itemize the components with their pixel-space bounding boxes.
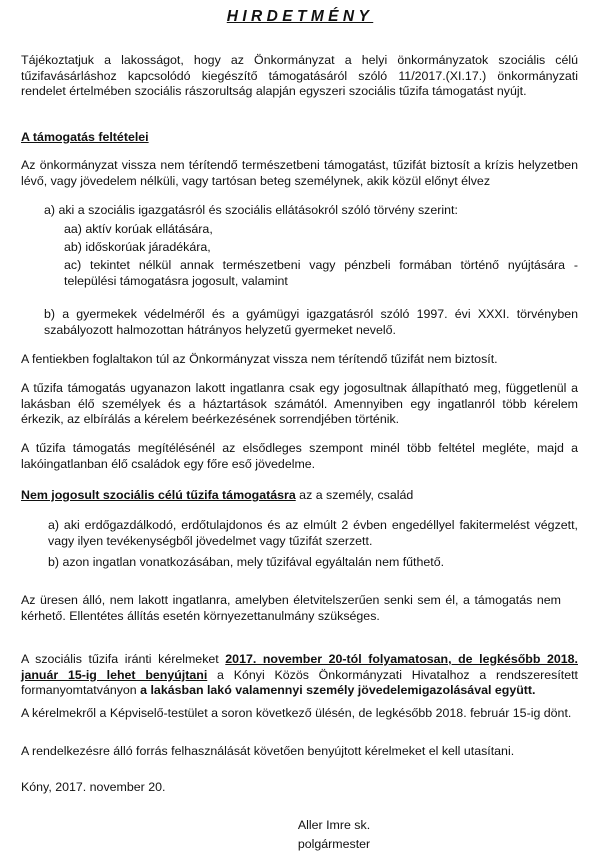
conditions-heading-text: A támogatás feltételei bbox=[21, 130, 149, 144]
conditions-paragraph: Az önkormányzat vissza nem térítendő természetbeni támogatást, tűzifát biztosít a krízis helyzetben lévő, vagy jövedelem nélküli, vagy tartósan beteg személynek, akik közül előnyt élvez bbox=[21, 158, 578, 188]
submission-text-2: a Kónyi Közös Önkormányzati Hivatalhoz a rendszeresített formanyomtatványon bbox=[21, 667, 578, 698]
item-aa: aa) aktív korúak ellátására, bbox=[64, 222, 213, 236]
not-eligible-item-b: b) azon ingatlan vonatkozásában, mely tűzifával egyáltalán nem fűthető. bbox=[48, 555, 445, 569]
not-eligible-item-a: a) aki erdőgazdálkodó, erdőtulajdonos és az elmúlt 2 évben engedéllyel fakitermelést végzett, vagy ilyen tevékenységből jövedelmet vagy tűzifát szerzett. bbox=[48, 518, 578, 548]
property-paragraph: A tűzifa támogatás ugyanazon lakott ingatlanra csak egy jogosultnak állapítható meg, függetlenül a lakásban élő személyek és a háztartások számától. Amennyiben egy ingatlanról több kérelem érkezik, az elbírálás a kérelem beérkezésének sorrendjében történik. bbox=[21, 381, 578, 427]
not-eligible-heading-bold: Nem jogosult szociális célú tűzifa támogatásra bbox=[21, 488, 296, 502]
rejection-paragraph: A rendelkezésre álló forrás felhasználását követően benyújtott kérelmeket el kell utasítani. bbox=[21, 744, 515, 758]
not-eligible-heading bbox=[21, 488, 578, 504]
item-ac: ac) tekintet nélkül annak természetbeni vagy pénzbeli formában történő nyújtására - települési támogatásra jogosult, valamint bbox=[64, 258, 578, 288]
decision-paragraph: A kérelmekről a Képviselő-testület a soron következő ülésén, de legkésőbb 2018. február 15-ig dönt. bbox=[21, 706, 572, 720]
date-line: Kóny, 2017. november 20. bbox=[21, 780, 166, 794]
item-b: b) a gyermekek védelméről és a gyámügyi igazgatásról szóló 1997. évi XXXI. törvényben szabályozott halmozottan hátrányos helyzetű gyermeket nevelő. bbox=[44, 307, 578, 337]
signer-title: polgármester bbox=[297, 837, 371, 851]
submission-income-proof: a lakásban lakó valamennyi személy jövedelemigazolásával együtt. bbox=[140, 683, 536, 698]
priority-paragraph: A tűzifa támogatás megítélésénél az elsődleges szempont minél több feltétel megléte, majd a lakóingatlanban élő családok egy főre eső jövedelme. bbox=[21, 441, 578, 471]
intro-paragraph: Tájékoztatjuk a lakosságot, hogy az Önkormányzat a helyi önkormányzatok szociális célú tűzifavásárláshoz kapcsolódó kiegészítő támogatásáról szóló 11/2017.(XI.17.) önkormányzati rendelet értelmében szociális rászorultság alapján egyszeri szociális tűzifa támogatást nyújt. bbox=[21, 53, 578, 99]
item-a: a) aki a szociális igazgatásról és szociális ellátásokról szóló törvény szerint: bbox=[44, 203, 458, 217]
submission-deadline: 2017. november 20-tól folyamatosan, de legkésőbb 2018. január 15-ig lehet benyújtani bbox=[21, 652, 578, 682]
submission-text-1: A szociális tűzifa iránti kérelmeket bbox=[21, 652, 226, 666]
conditions-heading bbox=[21, 130, 578, 146]
document-title: HIRDETMÉNY bbox=[226, 8, 374, 25]
submission-paragraph bbox=[21, 652, 578, 699]
signer-name: Aller Imre sk. bbox=[297, 818, 371, 832]
item-ab: ab) időskorúak járadékára, bbox=[64, 240, 211, 254]
not-refund-paragraph: A fentiekben foglaltakon túl az Önkormányzat vissza nem térítendő tűzifát nem biztosít. bbox=[21, 352, 498, 366]
not-eligible-heading-rest: az a személy, család bbox=[295, 488, 414, 502]
empty-property-paragraph: Az üresen álló, nem lakott ingatlanra, amelyben életvitelszerűen senki sem él, a támogatás nem kérhető. Ellentétes állítás esetén környezettanulmány szükséges. bbox=[21, 593, 561, 623]
